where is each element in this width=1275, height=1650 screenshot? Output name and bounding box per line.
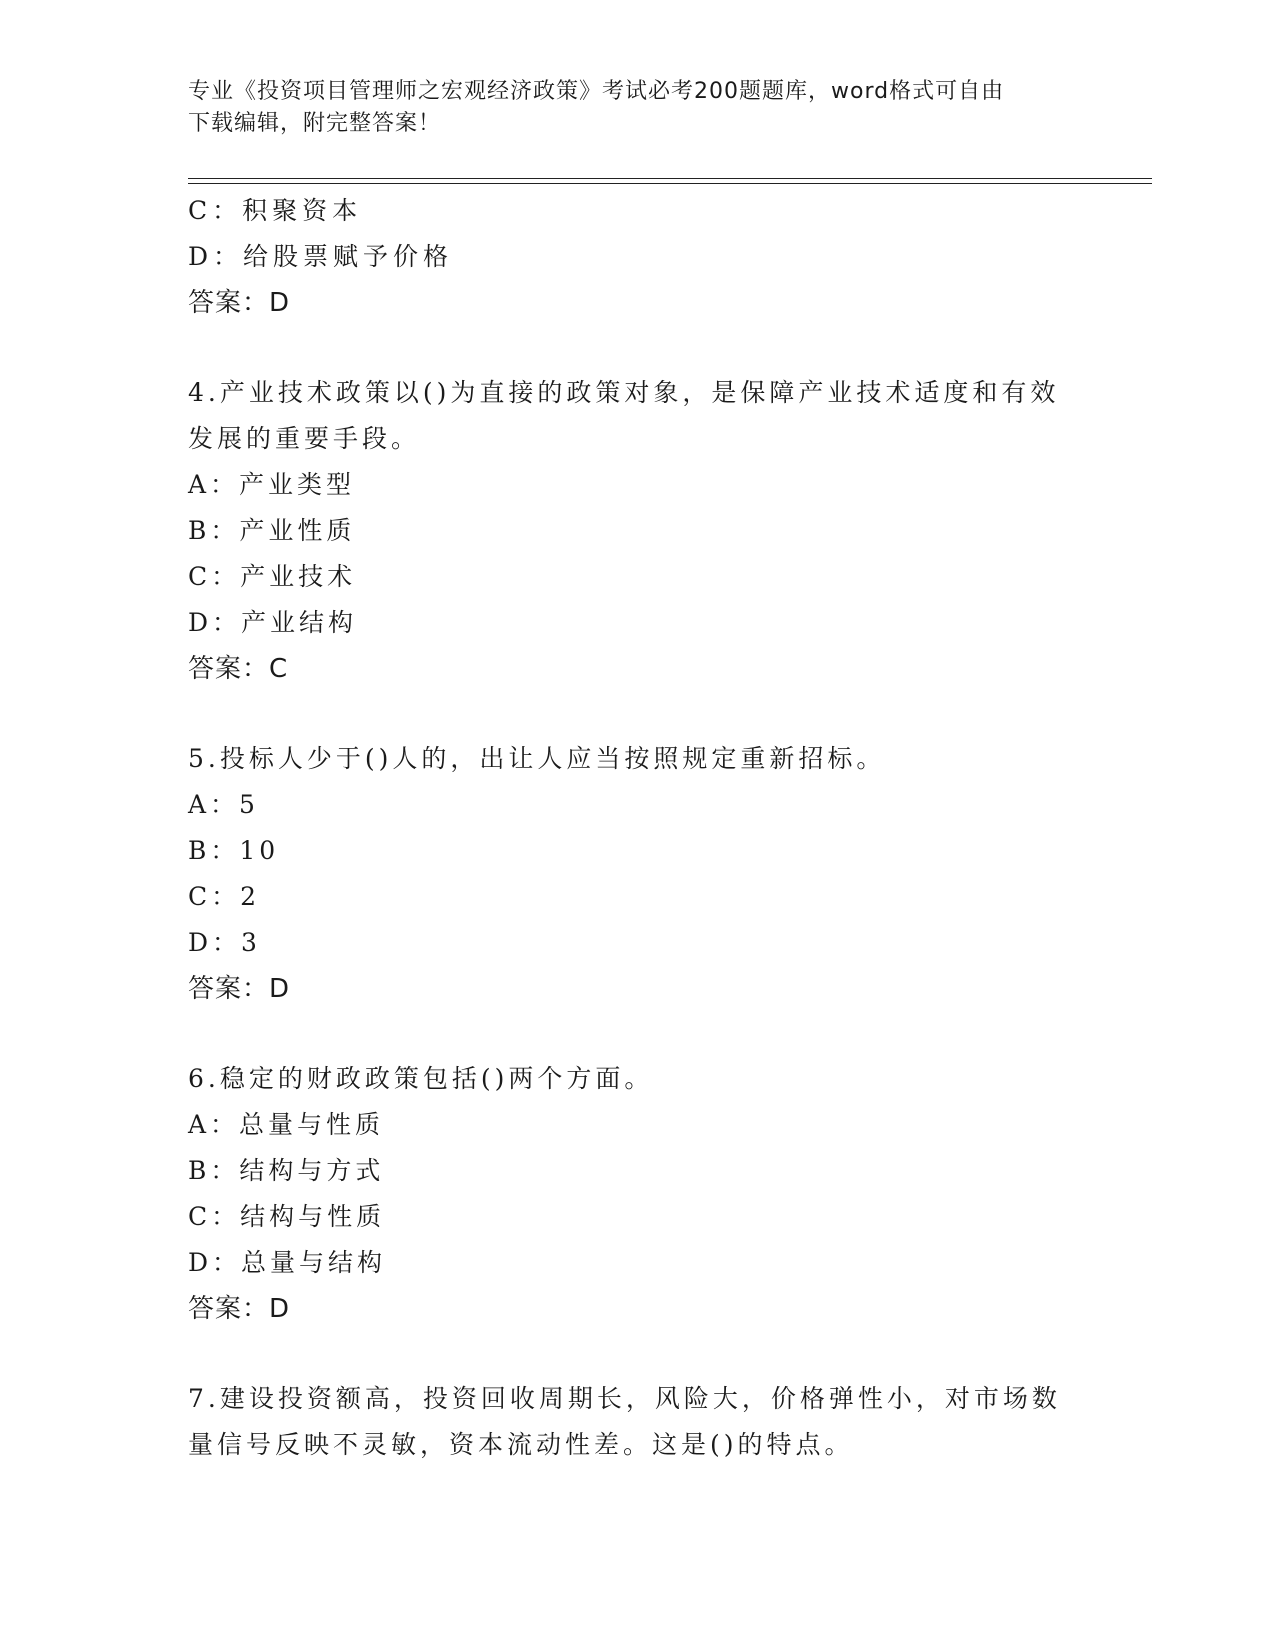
option-c: C：积聚资本: [188, 196, 363, 225]
option-d: D：3: [188, 928, 261, 957]
answer-line: 答案：D: [188, 1294, 291, 1324]
header-divider-top: [188, 178, 1152, 179]
question-4: [188, 370, 1088, 692]
question-stem: 5.投标人少于()人的，出让人应当按照规定重新招标。: [188, 744, 886, 773]
question-fragment: [188, 188, 1088, 326]
document-header: [188, 76, 1088, 140]
question-list: [188, 188, 1088, 1468]
question-7: [188, 1376, 1088, 1468]
option-a: A：5: [188, 790, 259, 819]
option-a: A：总量与性质: [188, 1110, 385, 1139]
answer-line: 答案：D: [188, 288, 291, 318]
question-stem: 6.稳定的财政政策包括()两个方面。: [188, 1064, 654, 1093]
header-line-2: 下载编辑，附完整答案！: [188, 111, 442, 136]
question-stem: 量信号反映不灵敏，资本流动性差。这是()的特点。: [188, 1430, 854, 1459]
option-d: D：产业结构: [188, 608, 358, 637]
option-c: C：结构与性质: [188, 1202, 386, 1231]
option-d: D：给股票赋予价格: [188, 242, 454, 271]
option-a: A：产业类型: [188, 470, 356, 499]
question-stem: 7.建设投资额高，投资回收周期长，风险大，价格弹性小，对市场数: [188, 1384, 1061, 1413]
answer-line: 答案：C: [188, 654, 289, 684]
question-stem: 4.产业技术政策以()为直接的政策对象，是保障产业技术适度和有效: [188, 378, 1060, 407]
option-c: C：2: [188, 882, 261, 911]
header-divider-bottom: [188, 183, 1152, 184]
option-b: B：结构与方式: [188, 1156, 385, 1185]
answer-line: 答案：D: [188, 974, 291, 1004]
option-c: C：产业技术: [188, 562, 357, 591]
option-d: D：总量与结构: [188, 1248, 387, 1277]
question-stem: 发展的重要手段。: [188, 424, 421, 453]
question-5: [188, 736, 1088, 1012]
question-6: [188, 1056, 1088, 1332]
option-b: B：产业性质: [188, 516, 356, 545]
header-line-1: 专业《投资项目管理师之宏观经济政策》考试必考200题题库，word格式可自由: [188, 79, 1005, 104]
option-b: B：10: [188, 836, 280, 865]
